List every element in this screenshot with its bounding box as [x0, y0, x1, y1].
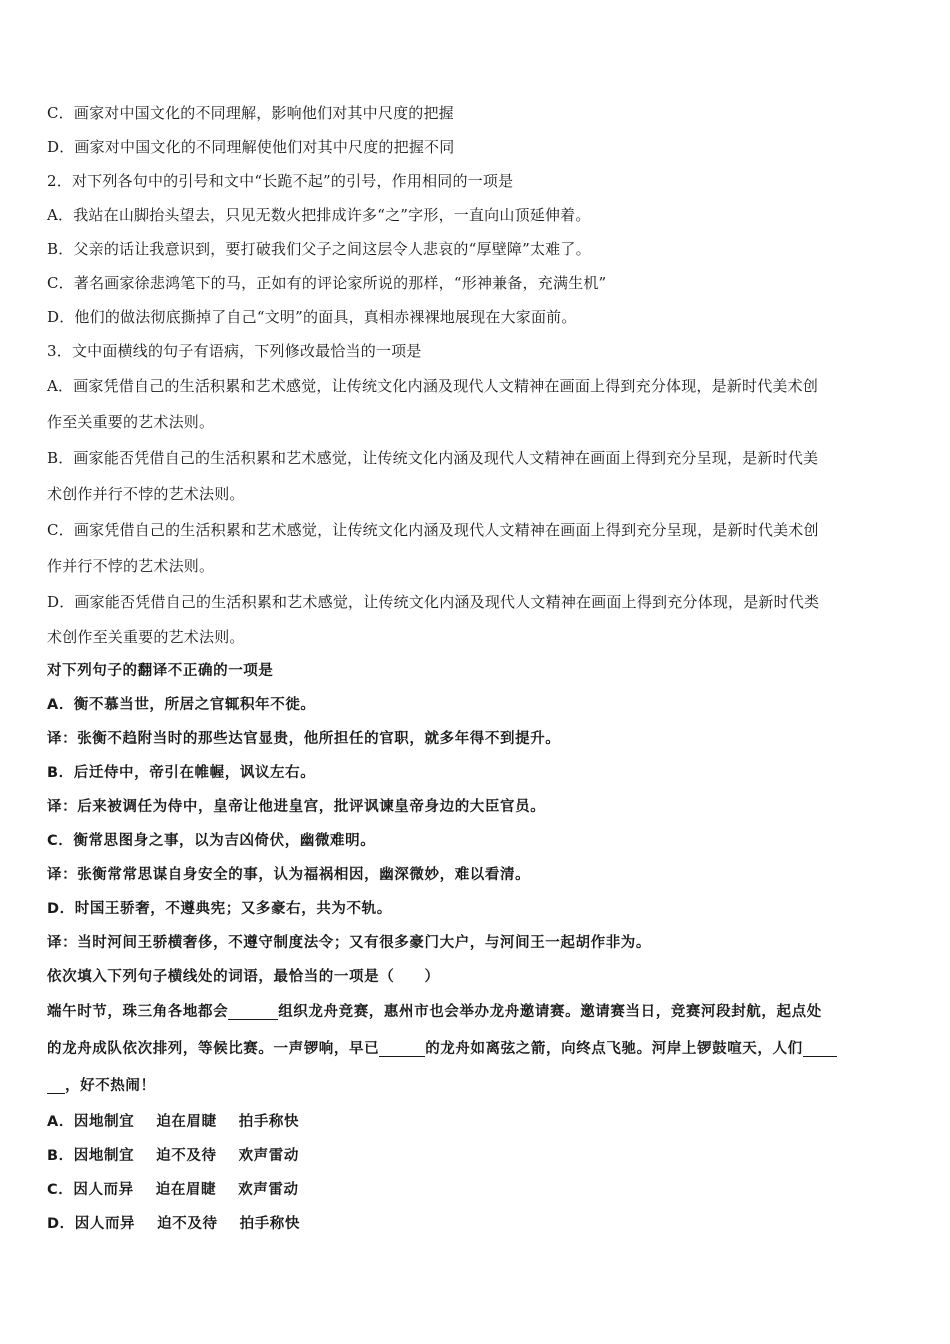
q5-passage-line3: [47, 1068, 907, 1105]
q5-passage-text: 组织龙舟竞赛，惠州市也会举办龙舟邀请赛。邀请赛当日，竞赛河段封航，起点处: [278, 1004, 822, 1020]
option-label: D．: [47, 1216, 75, 1232]
fill-blank-2: [379, 1038, 425, 1057]
q2-stem: 2．对下列各句中的引号和文中“长跪不起”的引号，作用相同的一项是: [47, 172, 514, 190]
q4-translation-a: 译：张衡不趋附当时的那些达官显贵，他所担任的官职，就多年得不到提升。: [47, 731, 561, 747]
q5-passage-line1: [47, 994, 907, 1031]
q1-option-c: C．画家对中国文化的不同理解，影响他们对其中尺度的把握: [47, 104, 454, 122]
q5-option-d: [47, 1207, 907, 1241]
document-page: [47, 96, 907, 1241]
q5-option-a: [47, 1105, 907, 1139]
q4-translation-b: 译：后来被调任为侍中，皇帝让他进皇宫，批评讽谏皇帝身边的大臣官员。: [47, 799, 546, 815]
q4-item-c: C．衡常思图身之事，以为吉凶倚伏，幽微难明。: [47, 833, 376, 849]
q5-passage-text: 端午时节，珠三角各地都会: [47, 1004, 229, 1020]
q2-option-d: D．他们的做法彻底撕掉了自己“文明”的面具，真相赤裸裸地展现在大家面前。: [47, 308, 577, 326]
fill-blank-3-start: [803, 1038, 837, 1057]
q3-option-c-line2: 作并行不悖的艺术法则。: [47, 557, 215, 575]
q5-stem: 依次填入下列句子横线处的词语，最恰当的一项是（ ）: [47, 969, 440, 985]
q2-option-a: A．我站在山脚抬头望去，只见无数火把排成许多“之”字形，一直向山顶延伸着。: [47, 206, 591, 224]
option-word: 因人而异: [73, 1182, 134, 1198]
option-word: 因地制宜: [73, 1114, 135, 1130]
option-word: 迫在眉睫: [155, 1182, 217, 1198]
q4-item-d: D．时国王骄奢，不遵典宪；又多豪右，共为不轨。: [47, 901, 392, 917]
option-word: 拍手称快: [238, 1114, 300, 1130]
option-label: A．: [47, 1114, 74, 1130]
q2-option-c: C．著名画家徐悲鸿笔下的马，正如有的评论家所说的那样，“形神兼备，充满生机”: [47, 274, 607, 292]
q1-option-d: D．画家对中国文化的不同理解使他们对其中尺度的把握不同: [47, 138, 455, 156]
q3-option-a-line2: 作至关重要的艺术法则。: [47, 413, 215, 431]
q4-item-b: B．后迁侍中，帝引在帷幄，讽议左右。: [47, 765, 316, 781]
q3-option-c-line1: C．画家凭借自己的生活积累和艺术感觉，让传统文化内涵及现代人文精神在画面上得到充分呈现，是新时代美术创: [47, 521, 819, 539]
q5-option-b: [47, 1139, 907, 1173]
option-word: 拍手称快: [239, 1216, 300, 1232]
option-word: 迫在眉睫: [156, 1114, 217, 1130]
option-word: 迫不及待: [156, 1148, 217, 1164]
q4-item-a: A．衡不慕当世，所居之官辄积年不徙。: [47, 697, 316, 713]
q5-passage-text: 的龙舟成队依次排列，等候比赛。一声锣响，早已: [47, 1041, 380, 1057]
option-word: 欢声雷动: [238, 1182, 299, 1198]
option-word: 因地制宜: [73, 1148, 135, 1164]
q5-option-c: [47, 1173, 907, 1207]
q3-option-d-line2: 术创作至关重要的艺术法则。: [47, 628, 245, 646]
option-word: 因人而异: [74, 1216, 136, 1232]
option-label: B．: [47, 1148, 74, 1164]
option-word: 迫不及待: [157, 1216, 218, 1232]
q3-option-a-line1: A．画家凭借自己的生活积累和艺术感觉，让传统文化内涵及现代人文精神在画面上得到充分体现，是新时代美术创: [47, 377, 819, 395]
q3-option-d-line1: D．画家能否凭借自己的生活积累和艺术感觉，让传统文化内涵及现代人文精神在画面上得到充分体现，是新时代类: [47, 593, 820, 611]
q5-passage-text: ，好不热闹！: [65, 1078, 156, 1094]
q5-passage-line2: [47, 1031, 907, 1068]
option-label: C．: [47, 1182, 74, 1198]
q3-option-b-line1: B．画家能否凭借自己的生活积累和艺术感觉，让传统文化内涵及现代人文精神在画面上得到充分呈现，是新时代美: [47, 449, 819, 467]
q4-translation-d: 译：当时河间王骄横奢侈，不遵守制度法令；又有很多豪门大户，与河间王一起胡作非为。: [47, 935, 651, 951]
q3-stem: 3．文中面横线的句子有语病，下列修改最恰当的一项是: [47, 342, 422, 360]
fill-blank-1: [228, 1001, 278, 1020]
option-word: 欢声雷动: [238, 1148, 299, 1164]
q5-passage-text: 的龙舟如离弦之箭，向终点飞驰。河岸上锣鼓喧天，人们: [425, 1041, 803, 1057]
q4-stem: 对下列句子的翻译不正确的一项是: [47, 663, 274, 679]
fill-blank-3-end: [47, 1075, 65, 1094]
q3-option-b-line2: 术创作并行不悖的艺术法则。: [47, 485, 245, 503]
q2-option-b: B．父亲的话让我意识到，要打破我们父子之间这层令人悲哀的“厚壁障”太难了。: [47, 240, 591, 258]
q4-translation-c: 译：张衡常常思谋自身安全的事，认为福祸相因，幽深微妙，难以看清。: [47, 867, 531, 883]
